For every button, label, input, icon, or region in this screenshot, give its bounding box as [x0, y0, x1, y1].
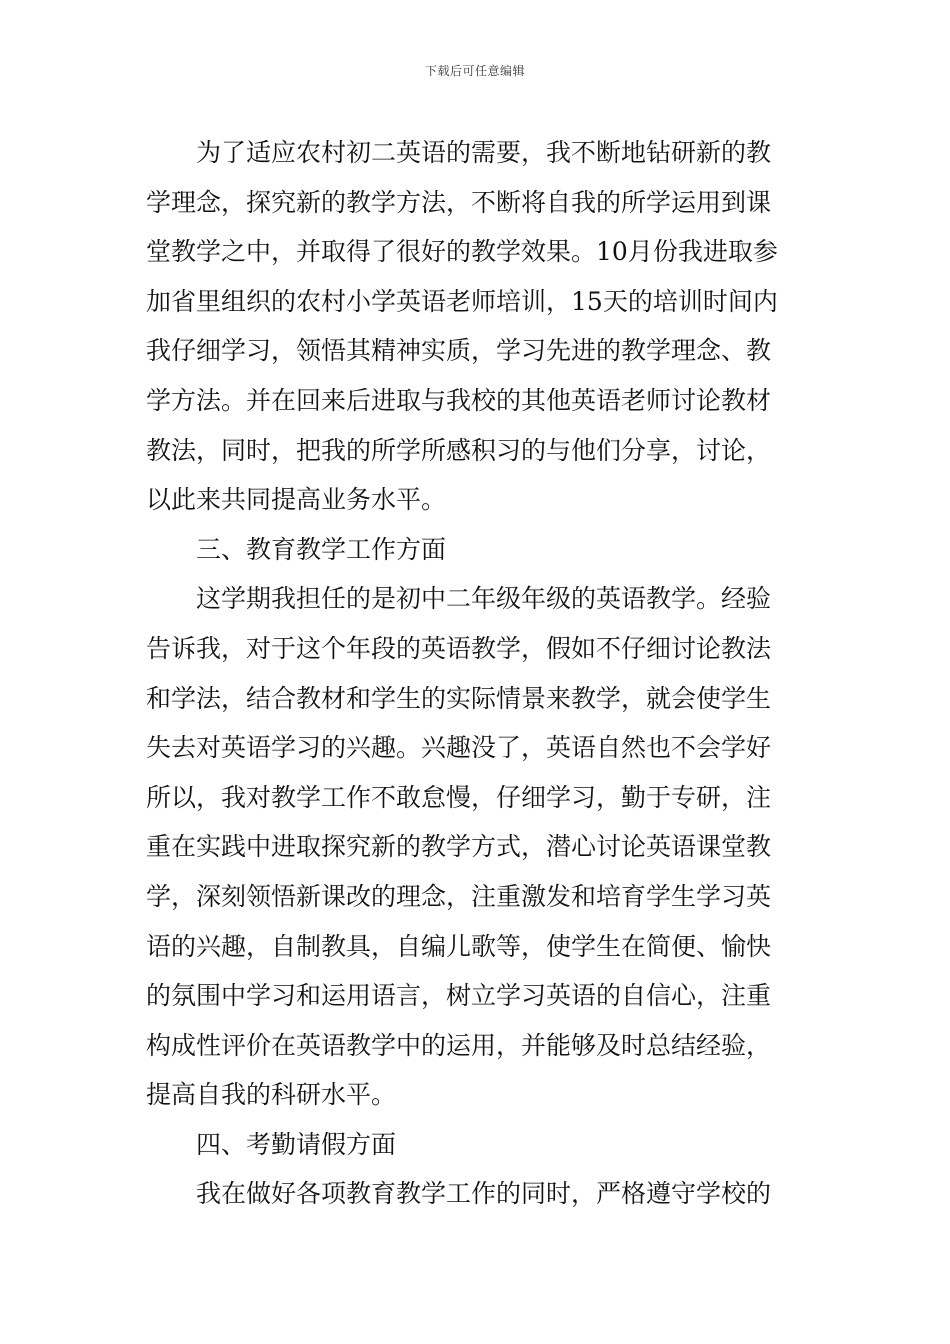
text-line: 失去对英语学习的兴趣。兴趣没了，英语自然也不会学好: [146, 733, 772, 763]
text-line: 以此来共同提高业务水平。: [146, 485, 447, 515]
section-heading: 四、考勤请假方面: [196, 1129, 397, 1159]
text-line: 我仔细学习，领悟其精神实质，学习先进的教学理念、教: [146, 336, 772, 366]
text-line: 堂教学之中，并取得了很好的教学效果。10月份我进取参: [146, 237, 778, 267]
text-line: 构成性评价在英语教学中的运用，并能够及时总结经验，: [146, 1030, 772, 1060]
text-line: 重在实践中进取探究新的教学方式，潜心讨论英语课堂教: [146, 832, 772, 862]
text-line: 加省里组织的农村小学英语老师培训，15天的培训时间内: [146, 286, 778, 316]
text-line: 语的兴趣，自制教具，自编儿歌等，使学生在简便、愉快: [146, 931, 772, 961]
page-header-note: 下载后可任意编辑: [424, 64, 525, 78]
text-line: 学，深刻领悟新课改的理念，注重激发和培育学生学习英: [146, 881, 772, 911]
text-line: 我在做好各项教育教学工作的同时，严格遵守学校的: [196, 1179, 772, 1209]
text-line: 这学期我担任的是初中二年级年级的英语教学。经验: [196, 584, 772, 614]
text-line: 告诉我，对于这个年段的英语教学，假如不仔细讨论教法: [146, 633, 772, 663]
document-body: [146, 128, 816, 1219]
text-line: 为了适应农村初二英语的需要，我不断地钻研新的教: [196, 138, 772, 167]
text-line: 和学法，结合教材和学生的实际情景来教学，就会使学生: [146, 683, 772, 713]
text-line: 教法，同时，把我的所学所感积习的与他们分享，讨论，: [146, 435, 772, 465]
text-line: 学理念，探究新的教学方法，不断将自我的所学运用到课: [146, 187, 772, 217]
text-line: 学方法。并在回来后进取与我校的其他英语老师讨论教材: [146, 385, 772, 415]
text-line: 提高自我的科研水平。: [146, 1080, 397, 1110]
text-line: 的氛围中学习和运用语言，树立学习英语的自信心，注重: [146, 981, 772, 1011]
text-line: 所以，我对教学工作不敢怠慢，仔细学习，勤于专研，注: [146, 782, 772, 812]
section-heading: 三、教育教学工作方面: [196, 534, 447, 564]
